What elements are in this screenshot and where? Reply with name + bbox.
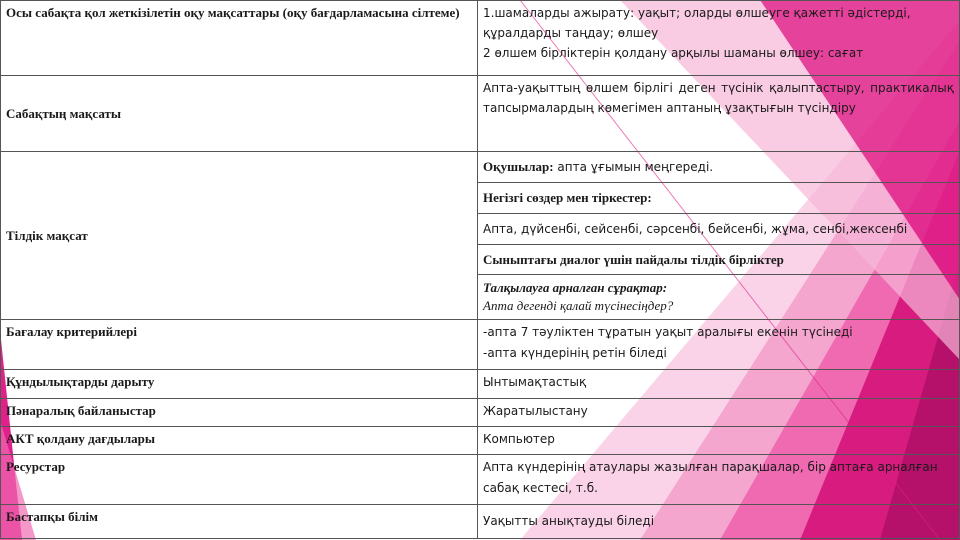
learning-goal-line-2: 2 өлшем бірліктерін қолдану арқылы шаманы өлшеу: сағат bbox=[483, 46, 864, 60]
questions-label: Талқылауға арналған сұрақтар: bbox=[483, 280, 668, 295]
table-row bbox=[1, 399, 960, 427]
row-label-resources: Ресурстар bbox=[1, 455, 478, 505]
row-value-prior-knowledge: Уақытты анықтауды біледі bbox=[478, 505, 960, 539]
assessment-line-2: -апта күндерінің ретін біледі bbox=[483, 346, 667, 360]
row-value-ict-skills: Компьютер bbox=[478, 427, 960, 455]
row-label-cross-curricular: Пәнаралық байланыстар bbox=[1, 399, 478, 427]
table-row bbox=[1, 427, 960, 455]
table-row bbox=[1, 76, 960, 152]
row-value-keywords: Апта, дүйсенбі, сейсенбі, сәрсенбі, бейсенбі, жұма, сенбі,жексенбі bbox=[478, 214, 960, 245]
row-label-ict-skills: АКТ қолдану дағдылары bbox=[1, 427, 478, 455]
row-value-assessment bbox=[478, 320, 960, 370]
row-value-cross-curricular: Жаратылыстану bbox=[478, 399, 960, 427]
table-row bbox=[1, 505, 960, 539]
learners-label: Оқушылар: bbox=[483, 159, 554, 174]
table-row bbox=[1, 370, 960, 399]
row-value-learners bbox=[478, 152, 960, 183]
table-row bbox=[1, 320, 960, 370]
learners-text: апта ұғымын меңгереді. bbox=[553, 160, 714, 174]
learning-goal-line-1: 1.шамаларды ажырату: уақыт; оларды өлшеуге қажетті әдістерді, құралдарды таңдау; өлшеу bbox=[483, 6, 911, 40]
dialog-label: Сыныптағы диалог үшін пайдалы тілдік бірліктер bbox=[483, 252, 784, 267]
row-label-learning-goals: Осы сабақта қол жеткізілетін оқу мақсаттары (оқу бағдарламасына сілтеме) bbox=[1, 1, 478, 76]
row-value-learning-goals bbox=[478, 1, 960, 76]
row-value-values: Ынтымақтастық bbox=[478, 370, 960, 399]
row-label-assessment: Бағалау критерийлері bbox=[1, 320, 478, 370]
question-text: Апта дегенді қалай түсінесіңдер? bbox=[483, 298, 674, 313]
row-value-keywords-label bbox=[478, 183, 960, 214]
keywords-label: Негізгі сөздер мен тіркестер: bbox=[483, 190, 652, 205]
table-row bbox=[1, 455, 960, 505]
table-row bbox=[1, 152, 960, 183]
assessment-line-1: -апта 7 тәуліктен тұратын уақыт аралығы екенін түсінеді bbox=[483, 325, 853, 339]
row-value-resources: Апта күндерінің атаулары жазылған парақшалар, бір аптаға арналған сабақ кестесі, т.б. bbox=[478, 455, 960, 505]
row-label-language-aim: Тілдік мақсат bbox=[1, 152, 478, 320]
row-value-questions bbox=[478, 275, 960, 320]
row-value-dialog-units bbox=[478, 245, 960, 275]
row-label-values: Құндылықтарды дарыту bbox=[1, 370, 478, 399]
row-label-prior-knowledge: Бастапқы білім bbox=[1, 505, 478, 539]
row-value-lesson-aim: Апта-уақыттың өлшем бірлігі деген түсінік қалыптастыру, практикалық тапсырмалардың көмегімен аптаның ұзақтығын түсіндіру bbox=[478, 76, 960, 152]
table-row bbox=[1, 1, 960, 76]
row-label-lesson-aim: Сабақтың мақсаты bbox=[1, 76, 478, 152]
